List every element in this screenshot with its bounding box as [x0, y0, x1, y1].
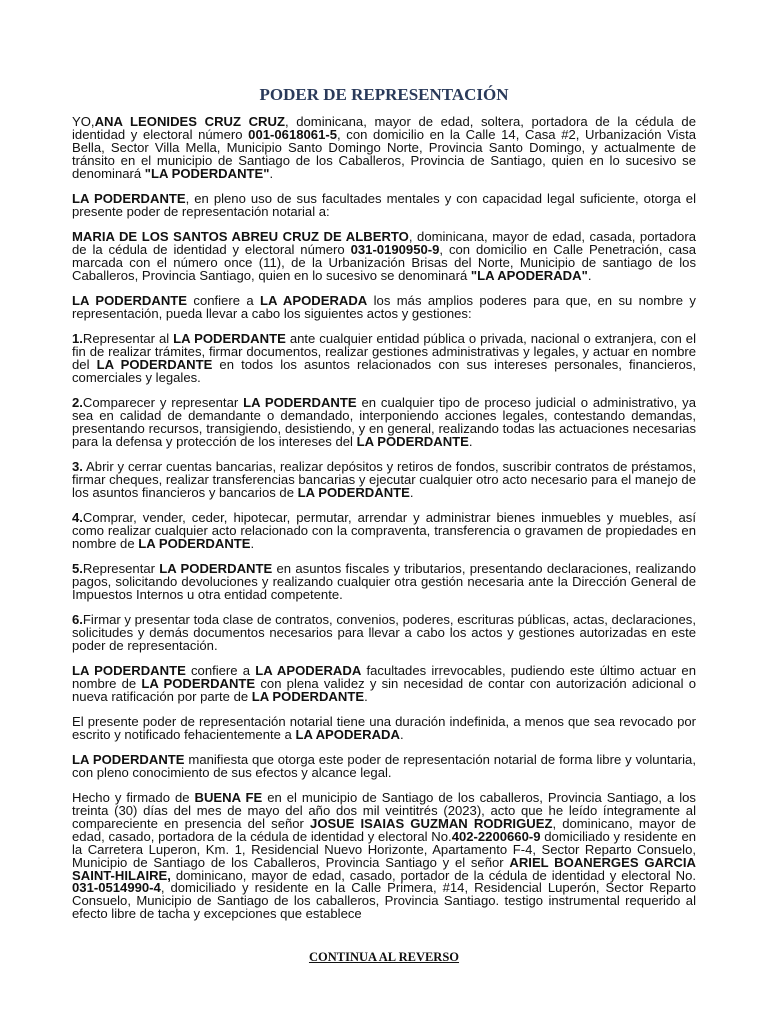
text: , domiciliado y residente en la Calle Primera, #14, Residencial Luperón, Sector Reparto Consuelo, Municipio de Santiago de los caballeros, Provincia Santiago. testigo instrumental requerido al efecto libre de tacha y excepciones que establece [72, 880, 696, 922]
attorney-id: 031-0190950-9 [350, 241, 440, 257]
text: , dominicana, mayor de edad, soltera, portadora de la cédula de identidad y electoral número [72, 114, 696, 142]
clause-number: 2. [72, 394, 83, 410]
apoderada: LA APODERADA [295, 726, 400, 742]
text: . [364, 688, 368, 704]
text: . [468, 433, 473, 449]
clause-5 [72, 560, 696, 602]
text: Comparecer y representar [82, 394, 244, 410]
text: Comprar, vender, ceder, hipotecar, permutar, arrendar y administrar bienes inmuebles y muebles, así como realizar cualquier acto relacionado con la compraventa, transferencia o gravamen de propiedades en nombre de [72, 509, 696, 551]
continue-on-reverse: CONTINUA AL REVERSO [308, 950, 460, 964]
paragraph-signing [72, 792, 696, 921]
text: Representar [82, 560, 160, 576]
buena-fe: BUENA FE [194, 790, 263, 806]
text: en cualquier tipo de proceso judicial o administrativo, ya sea en calidad de demandante o demandado, interponiendo acciones legales, contestando demandas, presentando recursos, transigiendo, desistiendo, y en general, realizando todas las actuaciones necesarias para la defensa y protección de los intereses del [72, 394, 696, 449]
poderdante: LA PODERDANTE [138, 535, 251, 551]
paragraph-duration [72, 713, 696, 742]
poderdante: LA PODERDANTE [243, 394, 357, 410]
clause-number: 1. [72, 330, 83, 346]
text: en el municipio de Santiago de los caballeros, Provincia Santiago, a los treinta (30) días del mes de mayo del año dos mil veintitrés (2023), acto que he leído íntegramente al compareciente en presencia del señor [72, 790, 696, 831]
grantor-name: ANA LEONIDES CRUZ CRUZ [94, 114, 285, 129]
text: en todos los asuntos relacionados con sus intereses personales, financieros, comerciales y legales. [72, 356, 696, 385]
document-title: PODER DE REPRESENTACIÓN [259, 85, 509, 104]
clause-6 [72, 611, 696, 653]
text: . [250, 535, 255, 551]
text: dominicano, mayor de edad, casado, portador de la cédula de identidad y electoral No. [170, 867, 696, 883]
text: confiere a [185, 662, 256, 678]
clause-4 [72, 509, 696, 551]
witness-1-name: JOSUE ISAIAS GUZMAN RODRIGUEZ [310, 815, 553, 831]
paragraph-voluntary [72, 754, 696, 780]
poderdante: LA PODERDANTE [173, 330, 286, 346]
paragraph-attorney [72, 228, 697, 283]
text: Hecho y firmado de [72, 790, 195, 806]
text: , con domicilio en la Calle 14, Casa #2, Urbanización Vista Bella, Sector Villa Mella, Municipio Santo Domingo Norte, Provincia Santo Domingo, y actualmente de tránsito en el municipio de Santiago de los Caballeros, Provincia de Santiago, quien en lo sucesivo se denominará [72, 126, 696, 181]
grantor-alias: "LA PODERDANTE" [144, 165, 270, 181]
text: , dominicana, mayor de edad, casada, portadora de la cédula de identidad y electoral número [72, 228, 696, 257]
clause-number: 5. [72, 560, 83, 576]
clause-number: 3. [72, 458, 83, 474]
text: con plena validez y sin necesidad de contar con autorización adicional o nueva ratificación por parte de [72, 675, 696, 704]
poderdante: LA PODERDANTE [96, 356, 213, 372]
poderdante: LA PODERDANTE [72, 662, 186, 678]
paragraph-grantor [72, 116, 696, 181]
apoderada: LA APODERADA [260, 292, 368, 308]
poderdante: LA PODERDANTE [251, 688, 365, 704]
paragraph-grant [72, 190, 696, 219]
witness-1-id: 402-2200660-9 [451, 828, 541, 844]
text: , con domicilio en Calle Penetración, casa marcada con el número once (11), de la Urbanización Brisas del Norte, Municipio de santiago de los Caballeros, Provincia Santiago, quien en lo sucesivo se denominará [72, 241, 697, 283]
paragraph-irrevocable [72, 662, 696, 704]
poderdante: LA PODERDANTE [72, 752, 185, 767]
witness-2-id: 031-0514990-4 [72, 880, 161, 896]
text: , dominicano, mayor de edad, casado, portadora de la cédula de identidad y electoral No. [72, 815, 696, 844]
attorney-alias: "LA APODERADA" [470, 267, 588, 283]
text: confiere a [187, 292, 261, 308]
poderdante: LA PODERDANTE [141, 675, 256, 691]
poderdante: LA PODERDANTE [72, 190, 186, 206]
apoderada: LA APODERADA [255, 662, 362, 678]
text: domiciliado y residente en la Carretera Luperon, Km. 1, Residencial Nuevo Horizonte, Apartamento F-4, Sector Reparto Consuelo, Municipio de Santiago de los Caballeros, Provincia Santiago y el señor [72, 828, 697, 870]
clause-2 [72, 394, 696, 449]
text: manifiesta que otorga este poder de representación notarial de forma libre y voluntaria, con pleno conocimiento de sus efectos y alcance legal. [72, 752, 696, 780]
attorney-name: MARIA DE LOS SANTOS ABREU CRUZ DE ALBERTO [72, 228, 409, 244]
text: Firmar y presentar toda clase de contratos, convenios, poderes, escrituras públicas, actas, declaraciones, solicitudes y demás documentos necesarios para llevar a cabo los actos y gestiones autorizadas en este poder de representación. [72, 611, 696, 653]
text: . [399, 726, 404, 742]
text: . [269, 165, 274, 181]
poderdante: LA PODERDANTE [159, 560, 273, 576]
text: ante cualquier entidad pública o privada, nacional o extranjera, con el fin de realizar trámites, firmar documentos, realizar gestiones administrativas y legales, y actuar en nombre del [72, 330, 696, 372]
grantor-id: 001-0618061-5 [248, 126, 337, 142]
poderdante: LA PODERDANTE [297, 484, 410, 500]
clause-1 [72, 330, 696, 385]
witness-2-name: ARIEL BOANERGES GARCIA SAINT-HILAIRE, [72, 854, 696, 883]
text: El presente poder de representación notarial tiene una duración indefinida, a menos que sea revocado por escrito y notificado fehacientemente a [72, 713, 696, 742]
poderdante: LA PODERDANTE [356, 433, 469, 449]
clause-number: 4. [72, 509, 83, 525]
poderdante: LA PODERDANTE [72, 292, 188, 308]
paragraph-powers-intro [72, 292, 696, 321]
text: YO, [72, 114, 95, 129]
text: Abrir y cerrar cuentas bancarias, realizar depósitos y retiros de fondos, suscribir contratos de préstamos, firmar cheques, realizar transferencias bancarias y ejecutar cualquier otro acto necesario para el manejo de los asuntos financieros y bancarios de [72, 458, 696, 500]
text: . [587, 267, 592, 283]
text: los más amplios poderes para que, en su nombre y representación, pueda llevar a cabo los siguientes actos y gestiones: [72, 292, 696, 321]
text: . [409, 484, 414, 500]
clause-3 [72, 458, 696, 500]
text: Representar al [82, 330, 174, 346]
clause-number: 6. [72, 611, 83, 627]
text: en asuntos fiscales y tributarios, presentando declaraciones, realizando pagos, solicitando devoluciones y realizando cualquier otra gestión necesaria ante la Dirección General de Impuestos Internos u otra entidad competente. [72, 560, 696, 602]
text: , en pleno uso de sus facultades mentales y con capacidad legal suficiente, otorga el presente poder de representación notarial a: [72, 190, 696, 219]
text: facultades irrevocables, pudiendo este último actuar en nombre de [72, 662, 696, 691]
